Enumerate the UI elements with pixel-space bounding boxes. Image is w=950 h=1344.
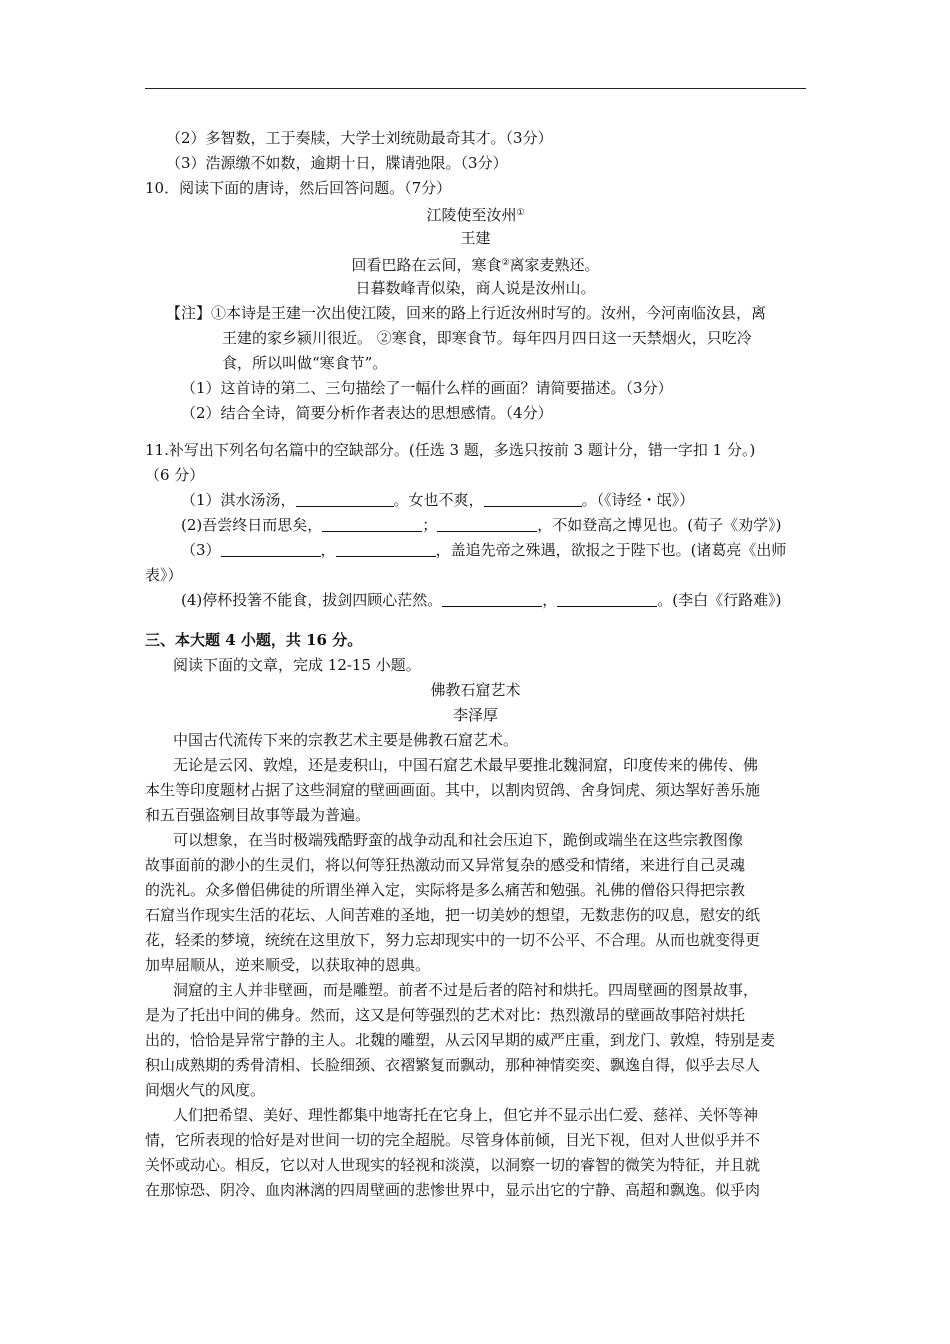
q10-sub-2: （2）结合全诗，简要分析作者表达的思想感情。（4分）: [181, 404, 553, 422]
q9-item-2: （2）多智数，工于奏牍，大学士刘统勋最奇其才。（3分）: [166, 129, 553, 147]
article-line: 情，它所表现的恰好是对世间一切的完全超脱。尽管身体前倾，目光下视，但对人世似乎并不: [145, 1131, 761, 1149]
answer-blank[interactable]: [557, 592, 657, 607]
footnote-marker: ①: [516, 208, 525, 218]
q10-sub-1: （1）这首诗的第二、三句描绘了一幅什么样的画面？请简要描述。（3分）: [181, 379, 673, 397]
answer-blank[interactable]: [437, 517, 537, 532]
answer-blank[interactable]: [221, 542, 321, 557]
q11-sentence-3: （3） ， ，盖追先帝之殊遇，欲报之于陛下也。(诸葛亮《出师: [181, 541, 787, 559]
header-rule: [145, 88, 806, 89]
poem-line-1: 回看巴路在云间，寒食②离家麦熟还。: [351, 256, 600, 274]
q11-sentence-3-cont: 表》）: [145, 566, 183, 584]
answer-blank[interactable]: [442, 592, 542, 607]
q9-item-3: （3）浩源缴不如数，逾期十日，牒请弛限。（3分）: [166, 154, 508, 172]
poem-note: 王建的家乡颍川很近。 ②寒食，即寒食节。每年四月四日这一天禁烟火，只吃冷: [222, 329, 752, 347]
poem-author: 王建: [460, 229, 491, 247]
q11-sentence-1: （1）淇水汤汤， 。女也不爽， 。（《诗经・氓》）: [181, 491, 695, 509]
article-line: 和五百强盗剜目故事等最为普遍。: [145, 806, 371, 824]
article-line: 花，轻柔的梦境，统统在这里放下，努力忘却现实中的一切不公平、不合理。从而也就变得更: [145, 931, 761, 949]
answer-blank[interactable]: [336, 542, 436, 557]
poem-note: 【注】①本诗是王建一次出使江陵，回来的路上行近汝州时写的。汝州，今河南临汝县，离: [166, 304, 767, 322]
article-line: 人们把希望、美好、理性都集中地寄托在它身上，但它并不显示出仁爱、慈祥、关怀等神: [173, 1106, 759, 1124]
article-line: 中国古代流传下来的宗教艺术主要是佛教石窟艺术。: [173, 731, 519, 749]
article-line: 积山成熟期的秀骨清相、长脸细颈、衣褶繁复而飘动，那种神情奕奕、飘逸自得，似乎去尽人: [145, 1056, 761, 1074]
article-line: 无论是云冈、敦煌，还是麦积山，中国石窟艺术最早要推北魏洞窟，印度传来的佛传、佛: [173, 756, 759, 774]
answer-blank[interactable]: [322, 517, 422, 532]
article-author: 李泽厚: [452, 706, 498, 724]
answer-blank[interactable]: [296, 492, 394, 507]
q10-heading: 10．阅读下面的唐诗，然后回答问题。（7分）: [145, 179, 452, 197]
article-line: 洞窟的主人并非壁画，而是雕塑。前者不过是后者的陪衬和烘托。四周壁画的图景故事，: [173, 981, 759, 999]
article-line: 间烟火气的风度。: [145, 1081, 266, 1099]
q11-heading: 11.补写出下列名句名篇中的空缺部分。(任选 3 题，多选只按前 3 题计分，错一字扣 1 分。): [145, 441, 756, 459]
poem-line-2: 日暮数峰青似染，商人说是汝州山。: [355, 279, 596, 297]
article-line: 关怀或动心。相反，它以对人世现实的轻视和淡漠，以洞察一切的睿智的微笑为特征，并且就: [145, 1156, 761, 1174]
section-heading: 三、本大题 4 小题，共 16 分。: [145, 631, 363, 649]
q11-heading: （6 分）: [145, 466, 205, 484]
section-intro: 阅读下面的文章，完成 12-15 小题。: [173, 656, 421, 674]
article-line: 可以想象，在当时极端残酷野蛮的战争动乱和社会压迫下，跪倒或端坐在这些宗教图像: [173, 831, 744, 849]
article-line: 本生等印度题材占据了这些洞窟的壁画画面。其中，以割肉贸鸽、舍身饲虎、须达挐好善乐施: [145, 781, 761, 799]
article-title: 佛教石窟艺术: [430, 681, 521, 699]
q11-sentence-4: (4)停杯投箸不能食，拔剑四顾心茫然。 ， 。(李白《行路难》): [181, 591, 782, 609]
poem-note: 食，所以叫做“寒食节”。: [222, 354, 388, 372]
article-line: 故事面前的渺小的生灵们，将以何等狂热激动而又异常复杂的感受和情绪，来进行自己灵魂: [145, 856, 746, 874]
article-line: 石窟当作现实生活的花坛、人间苦难的圣地，把一切美妙的想望，无数悲伤的叹息，慰安的纸: [145, 906, 761, 924]
article-line: 是为了托出中间的佛身。然而，这又是何等强烈的艺术对比：热烈激昂的壁画故事陪衬烘托: [145, 1006, 746, 1024]
article-line: 在那惊恐、阴冷、血肉淋漓的四周壁画的悲惨世界中，显示出它的宁静、高超和飘逸。似乎肉: [145, 1181, 761, 1199]
footnote-marker: ②: [501, 258, 510, 268]
q11-sentence-2: (2)吾尝终日而思矣， ； ，不如登高之博见也。(荀子《劝学》): [181, 516, 782, 534]
answer-blank[interactable]: [484, 492, 582, 507]
article-line: 出的，恰恰是异常宁静的主人。北魏的雕塑，从云冈早期的威严庄重，到龙门、敦煌，特别是麦: [145, 1031, 776, 1049]
article-line: 的洗礼。众多僧侣佛徒的所谓坐禅入定，实际将是多么痛苦和勉强。礼佛的僧俗只得把宗教: [145, 881, 746, 899]
article-line: 加卑屈顺从，逆来顺受，以获取神的恩典。: [145, 956, 431, 974]
poem-title: 江陵使至汝州①: [426, 206, 525, 224]
